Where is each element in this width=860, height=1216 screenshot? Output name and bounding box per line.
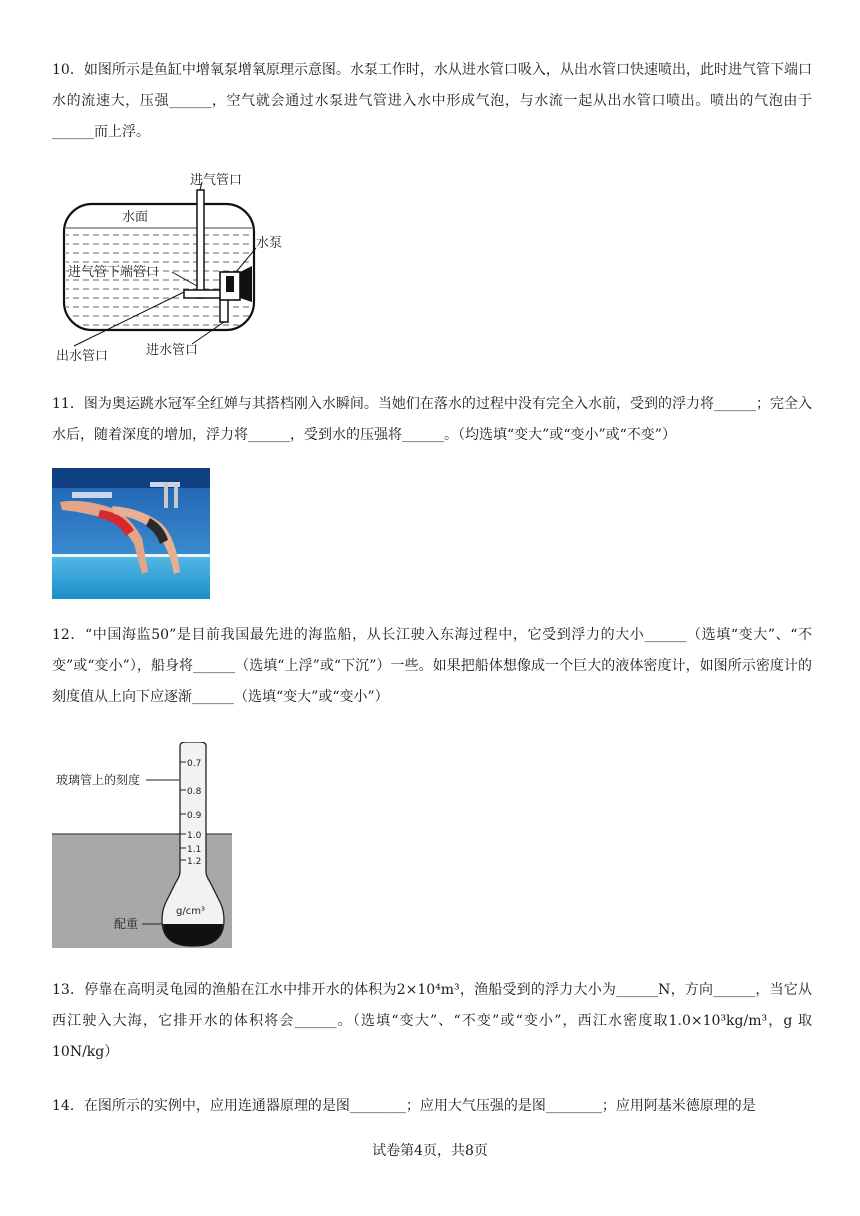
tick-3: 1.0 <box>187 831 202 841</box>
question-11-text: 11．图为奥运跳水冠军全红婵与其搭档刚入水瞬间。当她们在落水的过程中没有完全入水前，受到的浮力将______；完全入水后，随着深度的增加，浮力将______，受到水的压强将______。（均选填“变大”或“变小”或“不变”） <box>52 396 812 443</box>
tick-1: 0.8 <box>187 787 202 797</box>
label-air-pipe-end: 进气管下端管口 <box>68 265 160 280</box>
question-12-text: 12．“中国海监50”是目前我国最先进的海监船，从长江驶入东海过程中，它受到浮力的大小______（选填“变大”、“不变”或“变小”），船身将______（选填“上浮”或“下沉”）一些。如果把船体想像成一个巨大的液体密度计，如图所示密度计的刻度值从上向下应逐渐______（选填“变大”或“变小”） <box>52 627 812 705</box>
question-10-text: 10．如图所示是鱼缸中增氧泵增氧原理示意图。水泵工作时，水从进水管口吸入，从出水管口快速喷出，此时进气管下端口水的流速大，压强______，空气就会通过水泵进气管进入水中形成气泡，与水流一起从出水管口喷出。喷出的气泡由于______而上浮。 <box>52 62 812 140</box>
label-glass-scale: 玻璃管上的刻度 <box>56 773 141 787</box>
page-footer: 试卷第4页，共8页 <box>372 1143 488 1159</box>
hydrometer-diagram <box>52 742 232 948</box>
question-13-text: 13．停靠在高明灵龟园的渔船在江水中排开水的体积为2×10⁴m³，渔船受到的浮力大小为______N，方向______，当它从西江驶入大海，它排开水的体积将会______。（选填“变大”、“不变”或“变小”，西江水密度取1.0×10³kg/m³，g 取 10N/kg） <box>52 982 817 1060</box>
tick-0: 0.7 <box>187 759 202 769</box>
label-air-inlet: 进气管口 <box>190 173 243 188</box>
pump-motor <box>240 266 252 302</box>
label-water-outlet: 出水管口 <box>56 349 109 364</box>
label-pump: 水泵 <box>256 236 283 251</box>
tick-4: 1.1 <box>187 845 202 855</box>
air-pipe <box>197 190 204 298</box>
inlet-pipe <box>220 298 228 322</box>
tick-2: 0.9 <box>187 811 202 821</box>
unit-label: g/cm³ <box>176 906 205 917</box>
diving-photo <box>52 468 210 599</box>
aquarium-pump-diagram <box>52 168 312 368</box>
tick-5: 1.2 <box>187 857 202 867</box>
label-water-surface: 水面 <box>122 210 149 225</box>
label-water-inlet: 进水管口 <box>146 343 199 358</box>
label-counterweight: 配重 <box>114 917 139 931</box>
pump-core <box>226 276 234 292</box>
question-14-text: 14．在图所示的实例中，应用连通器原理的是图________；应用大气压强的是图________；应用阿基米德原理的是 <box>52 1098 756 1114</box>
